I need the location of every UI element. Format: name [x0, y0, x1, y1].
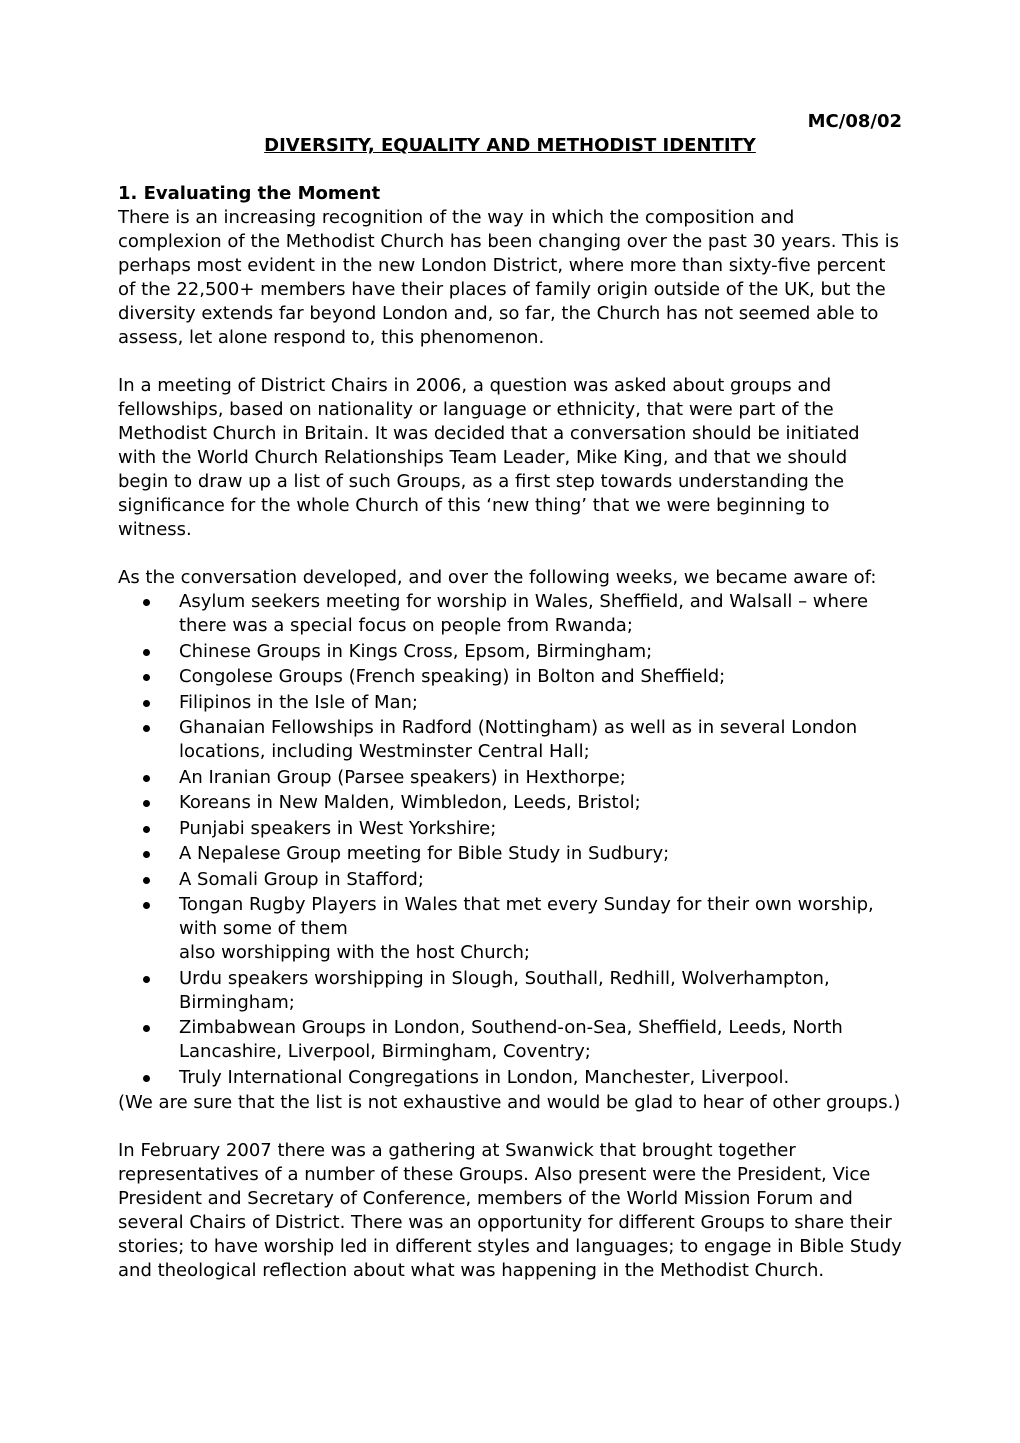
list-item-text: Koreans in New Malden, Wimbledon, Leeds, Bristol;: [179, 792, 641, 813]
list-item: [179, 590, 902, 640]
bullet-icon: [143, 599, 150, 606]
document-page: [118, 110, 902, 1283]
list-item-text: A Somali Group in Stafford;: [179, 868, 424, 890]
list-item: [179, 640, 902, 666]
list-item: [179, 766, 902, 792]
list-item: [179, 791, 902, 817]
list-item-continuation: also worshipping with the host Church;: [179, 942, 530, 963]
list-item: [179, 665, 902, 691]
list-item-text: Zimbabwean Groups in London, Southend-on-Sea, Sheffield, Leeds, North Lancashire, Liverpool, Birmingham, Coventry;: [179, 1017, 843, 1062]
spacer: [118, 542, 902, 566]
list-item-text: Ghanaian Fellowships in Radford (Nottingham) as well as in several London locations, including Westminster Central Hall;: [179, 717, 858, 762]
groups-list: [118, 590, 902, 1091]
list-intro: As the conversation developed, and over the following weeks, we became aware of:: [118, 567, 877, 588]
list-item-text: Asylum seekers meeting for worship in Wales, Sheffield, and Walsall – where there was a special focus on people from Rwanda;: [179, 591, 869, 636]
bullet-icon: [143, 700, 150, 707]
list-item: [179, 868, 902, 894]
bullet-icon: [143, 725, 150, 732]
spacer: [118, 350, 902, 374]
list-item-text: Truly International Congregations in London, Manchester, Liverpool.: [179, 1066, 790, 1088]
paragraph-district-chairs: In a meeting of District Chairs in 2006, a question was asked about groups and fellowships, based on nationality or language or ethnicity, that were part of the Methodist Church in Britain. It was decided that a conversation should be initiated with the World Church Relationships Team Leader, Mike King, and that we should begin to draw up a list of such Groups, as a first step towards understanding the significance for the whole Church of this ‘new thing’ that we were beginning to witness.: [118, 375, 860, 540]
bullet-icon: [143, 826, 150, 833]
bullet-icon: [143, 800, 150, 807]
spacer: [118, 1115, 902, 1139]
bullet-icon: [143, 902, 150, 909]
document-title: DIVERSITY, EQUALITY AND METHODIST IDENTITY: [264, 135, 756, 156]
document-reference: MC/08/02: [807, 111, 902, 132]
bullet-icon: [143, 851, 150, 858]
list-item: [179, 817, 902, 843]
list-item-text: A Nepalese Group meeting for Bible Study in Sudbury;: [179, 843, 670, 864]
list-item: [179, 691, 902, 717]
list-item: [179, 893, 902, 967]
list-item: [179, 716, 902, 766]
list-item-text: An Iranian Group (Parsee speakers) in Hexthorpe;: [179, 766, 626, 788]
list-item: [179, 1016, 902, 1066]
bullet-icon: [143, 649, 150, 656]
list-item-text: Punjabi speakers in West Yorkshire;: [179, 817, 497, 839]
spacer: [118, 158, 902, 182]
list-item-text: Chinese Groups in Kings Cross, Epsom, Birmingham;: [179, 640, 653, 662]
bullet-icon: [143, 1025, 150, 1032]
list-item-text: Urdu speakers worshipping in Slough, Southall, Redhill, Wolverhampton, Birmingham;: [179, 967, 830, 1013]
list-item: [179, 967, 902, 1017]
bullet-icon: [143, 674, 150, 681]
bullet-icon: [143, 976, 150, 983]
bullet-icon: [143, 877, 150, 884]
paragraph-swanwick: In February 2007 there was a gathering at Swanwick that brought together representatives of a number of these Groups. Also present were the President, Vice President and Secretary of Conference, members of the World Mission Forum and several Chairs of District. There was an opportunity for different Groups to share their stories; to have worship led in different styles and languages; to engage in Bible Study and theological reflection about what was happening in the Methodist Church.: [118, 1140, 902, 1281]
paragraph-composition: There is an increasing recognition of the way in which the composition and complexion of the Methodist Church has been changing over the past 30 years. This is perhaps most evident in the new London District, where more than sixty-five percent of the 22,500+ members have their places of family origin outside of the UK, but the diversity extends far beyond London and, so far, the Church has not seemed able to assess, let alone respond to, this phenomenon.: [118, 207, 900, 348]
bullet-icon: [143, 775, 150, 782]
list-item-text: Filipinos in the Isle of Man;: [179, 691, 418, 713]
bullet-icon: [143, 1075, 150, 1082]
list-item: [179, 842, 902, 868]
list-note: (We are sure that the list is not exhaustive and would be glad to hear of other groups.): [118, 1092, 901, 1113]
list-item-text: Congolese Groups (French speaking) in Bolton and Sheffield;: [179, 666, 726, 687]
list-item: [179, 1066, 902, 1092]
list-item-text: Tongan Rugby Players in Wales that met every Sunday for their own worship, with some of them: [179, 894, 874, 939]
section-heading: 1. Evaluating the Moment: [118, 183, 381, 204]
